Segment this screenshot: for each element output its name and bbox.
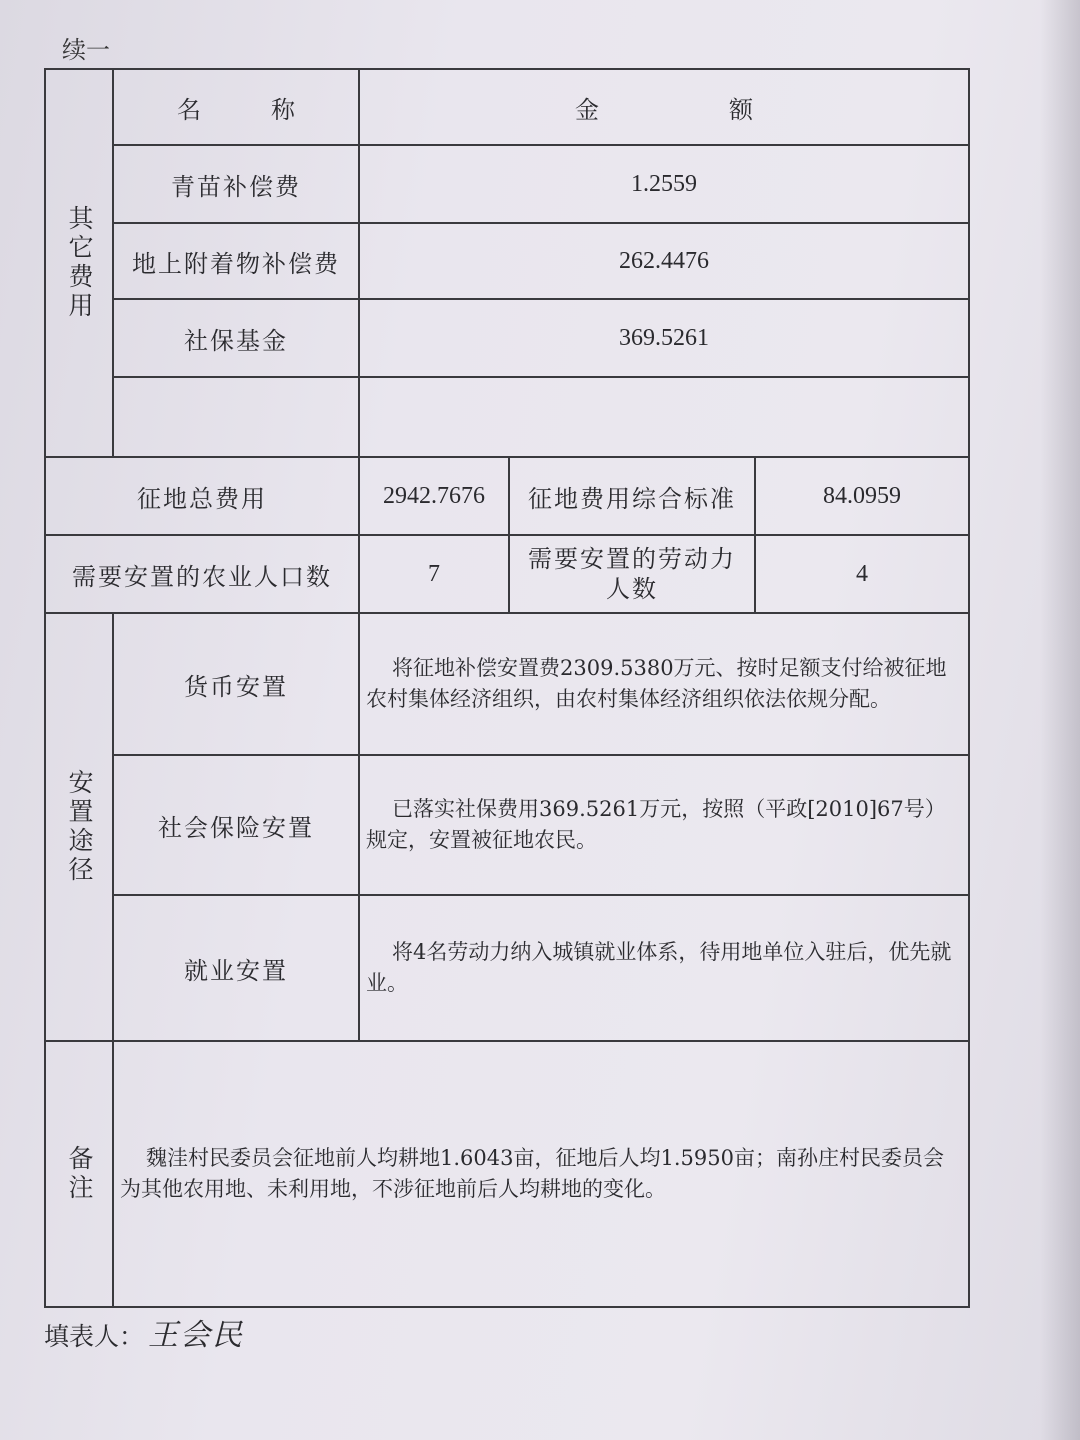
fee-name-cell [113,377,359,457]
standard-value: 84.0959 [755,457,969,535]
total-cost-label: 征地总费用 [45,457,359,535]
remarks-label: 备注 [65,1145,94,1203]
resettlement-method-description: 已落实社保费用369.5261万元，按照（平政[2010]67号）规定，安置被征地农民。 [366,797,946,852]
column-header-amount [359,69,969,145]
table-row [45,755,969,895]
labor-count-label [509,535,755,613]
land-acquisition-form [44,68,970,1308]
fee-amount-cell [359,377,969,457]
totals-row [45,457,969,535]
labor-count-label-line1: 需要安置的劳动力 [528,545,736,573]
table-row [45,895,969,1041]
form-filler-signature: 王会民 [148,1318,245,1353]
standard-label: 征地费用综合标准 [509,457,755,535]
agri-population-value: 7 [359,535,509,613]
labor-count-value: 4 [755,535,969,613]
fee-name-cell: 地上附着物补偿费 [113,223,359,299]
other-fees-header-row [45,69,969,145]
fee-name-cell: 青苗补偿费 [113,145,359,223]
continuation-label: 续一 [62,36,110,64]
fee-amount-cell: 369.5261 [359,299,969,377]
resettlement-method-description: 将4名劳动力纳入城镇就业体系，待用地单位入驻后，优先就业。 [366,940,952,995]
column-header-amount-right: 额 [729,95,753,124]
resettlement-method-description: 将征地补偿安置费2309.5380万元、按时足额支付给被征地农村集体经济组织，由农村集体经济组织依法依规分配。 [366,656,947,711]
resettlement-method-description-cell [359,755,969,895]
resettlement-method-name: 就业安置 [113,895,359,1041]
resettlement-method-name: 社会保险安置 [113,755,359,895]
other-fees-section-label: 其它费用 [65,205,94,321]
fee-amount-cell: 262.4476 [359,223,969,299]
remarks-row [45,1041,969,1307]
table-row [45,377,969,457]
agri-population-label: 需要安置的农业人口数 [45,535,359,613]
resettlement-section-cell [45,613,113,1041]
table-row [45,145,969,223]
resettlement-method-description-cell [359,613,969,755]
column-header-amount-left: 金 [575,95,599,124]
form-filler [44,1310,244,1354]
resettlement-section-label: 安置途径 [65,769,94,885]
resettlement-method-description-cell [359,895,969,1041]
fee-amount-cell: 1.2559 [359,145,969,223]
table-row [45,223,969,299]
column-header-name-right: 称 [271,95,295,124]
column-header-name-left: 名 [177,95,201,124]
fee-name-cell: 社保基金 [113,299,359,377]
remarks-content-cell [113,1041,969,1307]
resettlement-method-name: 货币安置 [113,613,359,755]
other-fees-section-cell [45,69,113,457]
labor-count-label-line2: 人数 [606,575,658,603]
table-row [45,299,969,377]
form-filler-label: 填表人： [44,1322,145,1351]
remarks-text: 魏洼村民委员会征地前人均耕地1.6043亩，征地后人均1.5950亩；南孙庄村民委员会为其他农用地、未利用地，不涉征地前后人均耕地的变化。 [120,1146,944,1201]
page-edge-shadow [1040,0,1080,1440]
population-row [45,535,969,613]
table-row [45,613,969,755]
remarks-label-cell [45,1041,113,1307]
column-header-name [113,69,359,145]
total-cost-value: 2942.7676 [359,457,509,535]
